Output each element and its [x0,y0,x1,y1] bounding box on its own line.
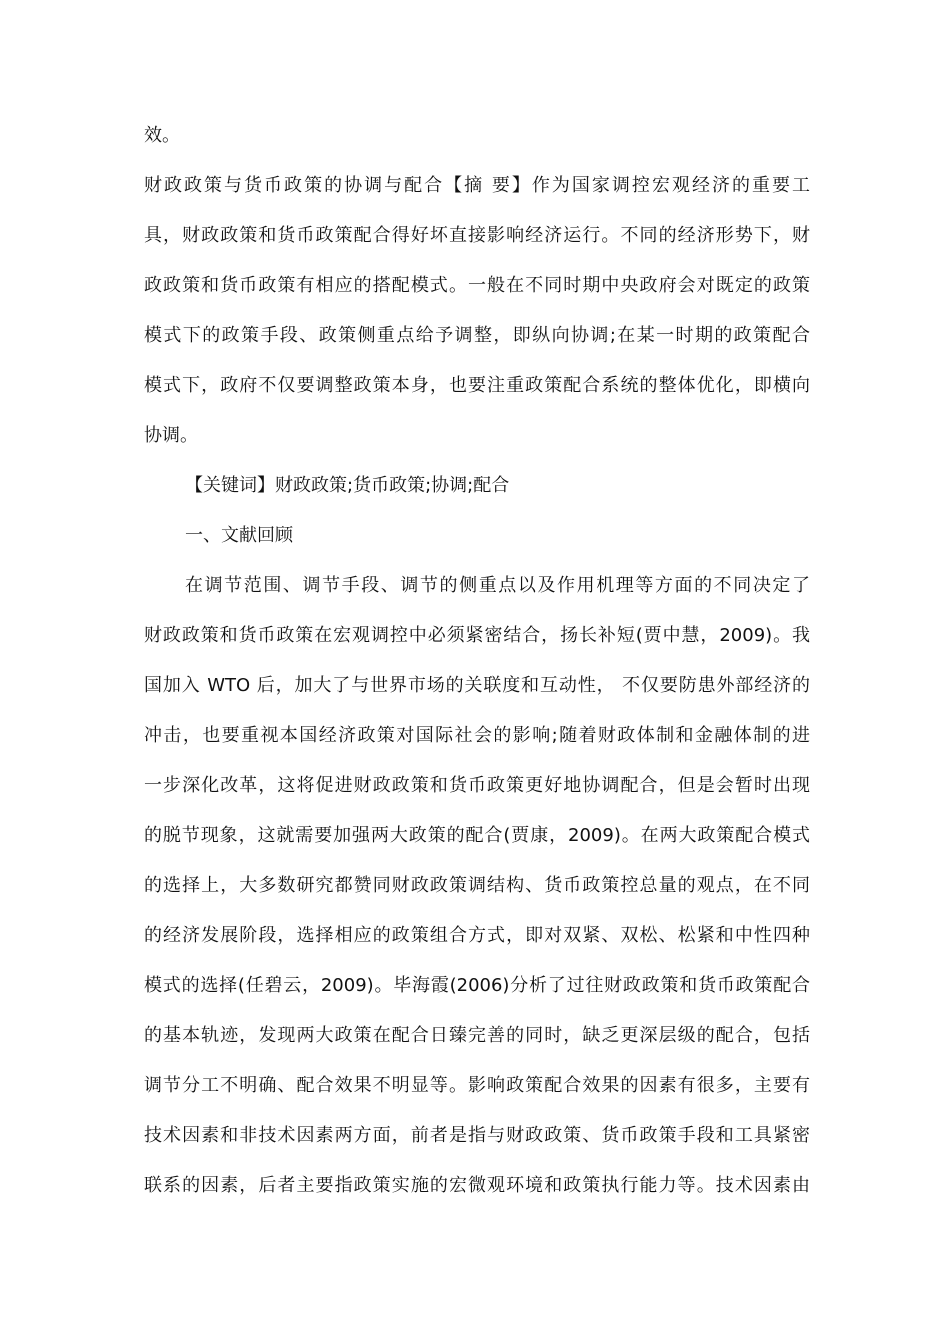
text-line-16: 的选择上，大多数研究都赞同财政政策调结构、货币政策控总量的观点，在不同 [144,875,810,896]
text-line-4: 政政策和货币政策有相应的搭配模式。一般在不同时期中央政府会对既定的政策 [144,275,810,296]
text-line-11: 财政政策和货币政策在宏观调控中必须紧密结合，扬长补短(贾中慧，2009)。我 [144,625,810,646]
text-line-14: 一步深化改革，这将促进财政政策和货币政策更好地协调配合，但是会暂时出现 [144,775,810,796]
text-line-2: 财政政策与货币政策的协调与配合【摘 要】作为国家调控宏观经济的重要工 [144,175,810,196]
text-line-1: 效。 [144,125,180,146]
text-line-17: 的经济发展阶段，选择相应的政策组合方式，即对双紧、双松、松紧和中性四种 [144,925,810,946]
keywords-line: 【关键词】财政政策;货币政策;协调;配合 [185,475,510,496]
text-line-15: 的脱节现象，这就需要加强两大政策的配合(贾康，2009)。在两大政策配合模式 [144,825,810,846]
text-line-10: 在调节范围、调节手段、调节的侧重点以及作用机理等方面的不同决定了 [185,575,810,596]
text-line-3: 具，财政政策和货币政策配合得好坏直接影响经济运行。不同的经济形势下，财 [144,225,810,246]
text-line-12: 国加入 WTO 后，加大了与世界市场的关联度和互动性， 不仅要防患外部经济的 [144,675,810,696]
text-line-6: 模式下，政府不仅要调整政策本身，也要注重政策配合系统的整体优化，即横向 [144,375,810,396]
text-line-19: 的基本轨迹，发现两大政策在配合日臻完善的同时，缺乏更深层级的配合，包括 [144,1025,810,1046]
section-heading: 一、文献回顾 [185,525,293,546]
text-line-13: 冲击，也要重视本国经济政策对国际社会的影响;随着财政体制和金融体制的进 [144,725,810,746]
text-line-20: 调节分工不明确、配合效果不明显等。影响政策配合效果的因素有很多，主要有 [144,1075,810,1096]
text-line-5: 模式下的政策手段、政策侧重点给予调整，即纵向协调;在某一时期的政策配合 [144,325,810,346]
text-line-18: 模式的选择(任碧云，2009)。毕海霞(2006)分析了过往财政政策和货币政策配合 [144,975,810,996]
text-line-7: 协调。 [144,425,198,446]
text-line-22: 联系的因素，后者主要指政策实施的宏微观环境和政策执行能力等。技术因素由 [144,1175,810,1196]
text-line-21: 技术因素和非技术因素两方面，前者是指与财政政策、货币政策手段和工具紧密 [144,1125,810,1146]
